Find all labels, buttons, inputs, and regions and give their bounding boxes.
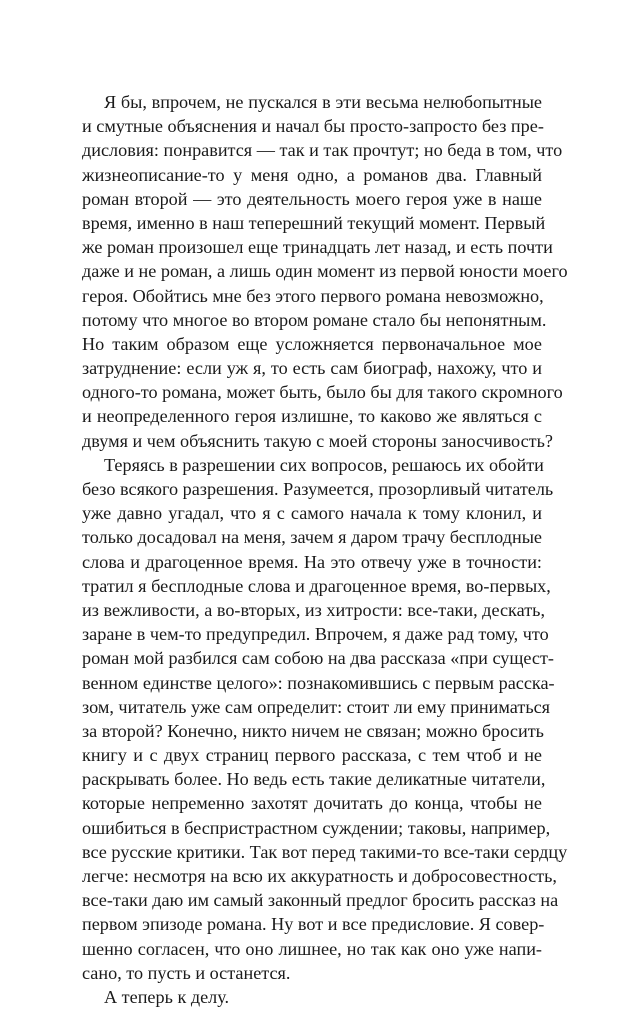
text-line: раскрывать более. Но ведь есть такие деликатные читатели, xyxy=(82,769,546,790)
text-line: и смутные объяснения и начал бы просто-запросто без пре- xyxy=(82,116,544,137)
text-line: заране в чем-то предупредил. Впрочем, я даже рад тому, что xyxy=(82,624,549,645)
text-line: тратил я бесплодные слова и драгоценное время, во-первых, xyxy=(82,575,551,596)
text-line: Но таким образом еще усложняется первоначальное мое xyxy=(82,333,542,354)
text-line: уже давно угадал, что я с самого начала к тому клонил, и xyxy=(82,503,542,524)
paragraph-1 xyxy=(82,90,568,453)
text-line: все русские критики. Так вот перед такими-то все-таки сердцу xyxy=(82,841,568,862)
text-line: венном единстве целого»: познакомившись с первым расска- xyxy=(82,672,555,693)
text-line: книгу и с двух страниц первого рассказа, с тем чтоб и не xyxy=(82,745,542,766)
text-line: одного-то романа, может быть, было бы для такого скромного xyxy=(82,382,563,403)
paragraph-3 xyxy=(82,985,542,1009)
text-line: жизнеописание-то у меня одно, а романов два. Главный xyxy=(82,164,542,185)
text-line: все-таки даю им самый законный предлог бросить рассказ на xyxy=(82,890,559,911)
text-line: за второй? Конечно, никто ничем не связан; можно бросить xyxy=(82,720,544,741)
text-line: дисловия: понравится — так и так прочтут; но беда в том, что xyxy=(82,140,563,161)
text-line: сано, то пусть и останется. xyxy=(82,962,291,983)
text-line: потому что многое во втором романе стало бы непонятным. xyxy=(82,309,547,330)
text-line: героя. Обойтись мне без этого первого романа невозможно, xyxy=(82,285,544,306)
text-line: время, именно в наш теперешний текущий момент. Первый xyxy=(82,212,546,233)
text-line: роман второй — это деятельность моего героя уже в наше xyxy=(82,188,542,209)
text-line: первом эпизоде романа. Ну вот и все предисловие. Я совер- xyxy=(82,914,545,935)
text-line: зом, читатель уже сам определит: стоит ли ему приниматься xyxy=(82,696,551,717)
text-line: слова и драгоценное время. На это отвечу уже в точности: xyxy=(82,551,542,572)
text-line: легче: несмотря на всю их аккуратность и добросовестность, xyxy=(82,866,557,886)
text-line: роман мой разбился сам собою на два рассказа «при сущест- xyxy=(82,648,554,669)
text-line: же роман произошел еще тринадцать лет назад, и есть почти xyxy=(82,237,553,258)
paragraph-2 xyxy=(82,453,568,985)
text-line: из вежливости, а во-вторых, из хитрости: все-таки, дескать, xyxy=(82,599,545,620)
text-line: шенно согласен, что оно лишнее, но так как оно уже напи- xyxy=(82,938,542,959)
text-line: даже и не роман, а лишь один момент из первой юности моего xyxy=(82,261,568,282)
text-line: которые непременно захотят дочитать до конца, чтобы не xyxy=(82,793,542,814)
document-body xyxy=(82,90,568,1009)
text-line: затруднение: если уж я, то есть сам биограф, нахожу, что и xyxy=(82,358,542,379)
text-line: двумя и чем объяснить такую с моей стороны заносчивость? xyxy=(82,430,553,451)
text-line: Теряясь в разрешении сих вопросов, решаюсь их обойти xyxy=(104,454,544,475)
text-line: Я бы, впрочем, не пускался в эти весьма нелюбопытные xyxy=(104,92,542,112)
text-line: безо всякого разрешения. Разумеется, прозорливый читатель xyxy=(82,479,554,499)
text-line: А теперь к делу. xyxy=(104,986,230,1007)
text-line: и неопределенного героя излишне, то каково же являться с xyxy=(82,406,542,427)
text-line: только досадовал на меня, зачем я даром трачу бесплодные xyxy=(82,527,542,548)
text-line: ошибиться в беспристрастном суждении; таковы, например, xyxy=(82,817,551,838)
